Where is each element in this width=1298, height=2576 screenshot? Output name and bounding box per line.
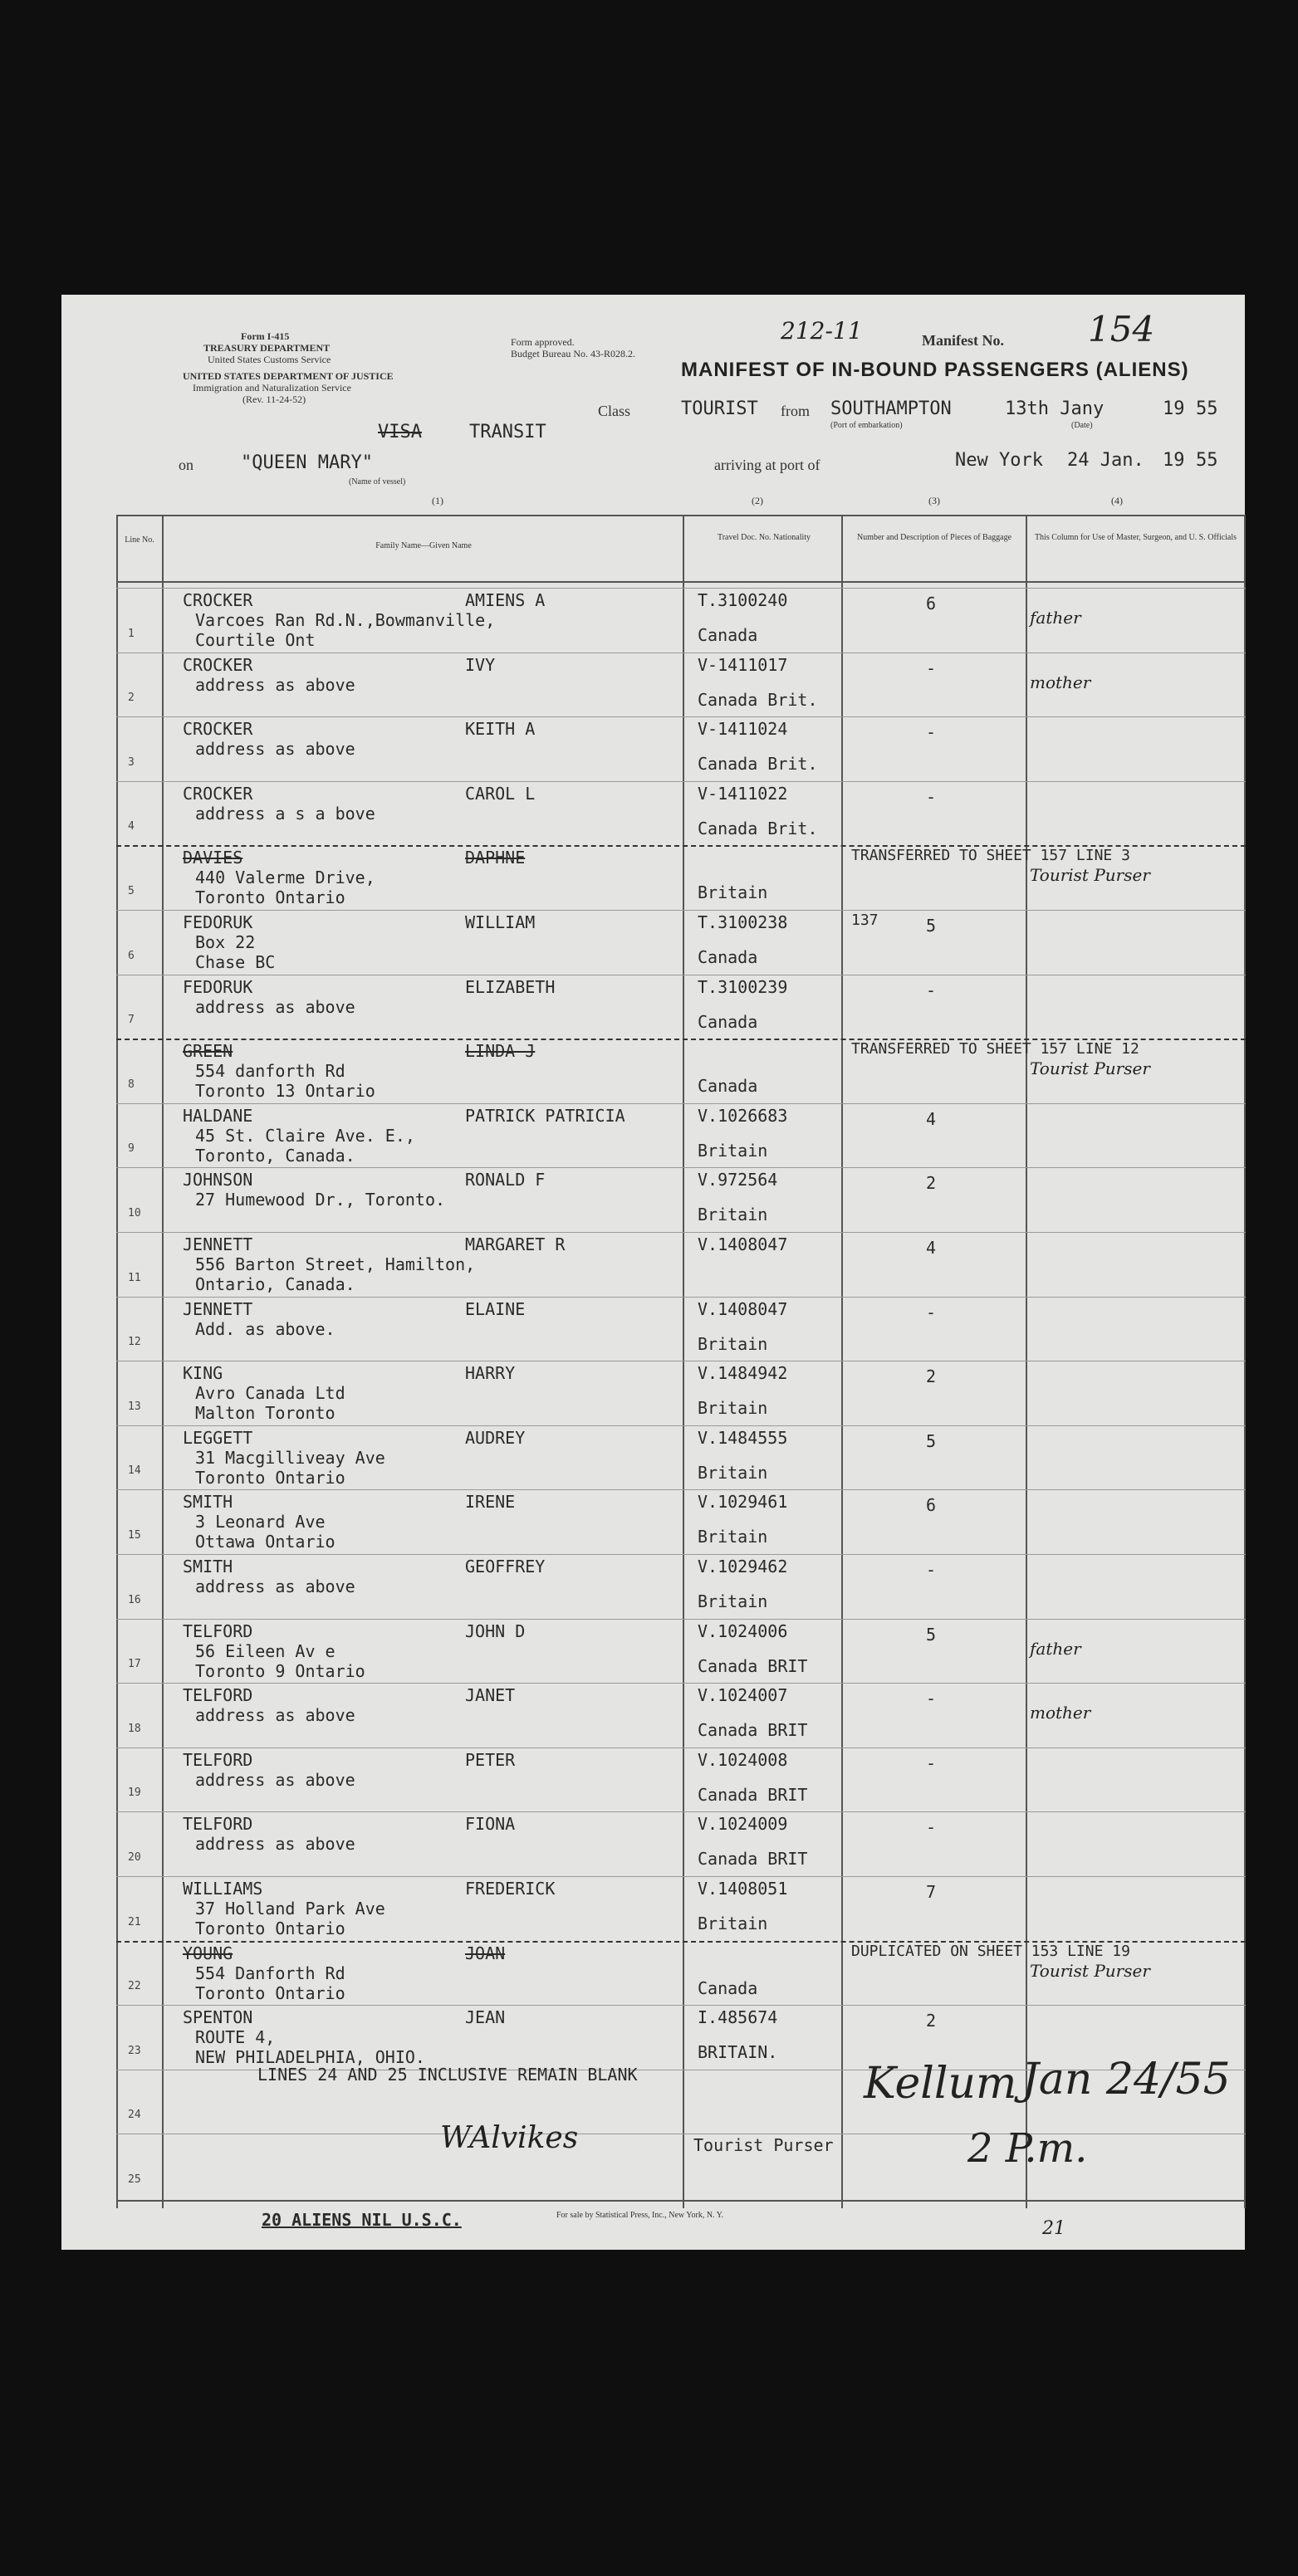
baggage: - bbox=[926, 1302, 937, 1322]
family-name: CROCKER bbox=[183, 590, 253, 610]
address-line-1: address as above bbox=[195, 1576, 355, 1596]
baggage: 6 bbox=[926, 594, 937, 613]
address-line-1: 45 St. Claire Ave. E., bbox=[195, 1125, 415, 1146]
col-header-officials: This Column for Use of Master, Surgeon, and U. S. Officials bbox=[1034, 533, 1237, 542]
embarkation-caption: (Port of embarkation) bbox=[830, 421, 903, 430]
table-row bbox=[116, 653, 1246, 717]
nationality: Britain bbox=[698, 1333, 768, 1354]
row-divider bbox=[116, 1811, 1246, 1812]
address-line-2: Toronto Ontario bbox=[195, 1982, 345, 2003]
baggage: - bbox=[926, 1752, 937, 1773]
family-name: HALDANE bbox=[183, 1105, 253, 1126]
arrival-year-prefix: 19 bbox=[1163, 450, 1185, 471]
family-name: SPENTON bbox=[183, 2007, 253, 2028]
baggage: 2 bbox=[926, 1366, 937, 1387]
address-line-1: 554 Danforth Rd bbox=[195, 1963, 345, 1983]
address-line-2: Courtile Ont bbox=[195, 630, 316, 650]
given-name: AUDREY bbox=[465, 1427, 526, 1448]
line-number: 18 bbox=[128, 1722, 141, 1735]
baggage: 6 bbox=[926, 1495, 937, 1516]
travel-doc: V.1029462 bbox=[698, 1557, 788, 1576]
totals: 20 ALIENS NIL U.S.C. bbox=[262, 2210, 462, 2230]
table-row bbox=[116, 1554, 1246, 1619]
annotation: mother bbox=[1030, 672, 1091, 692]
row-divider bbox=[116, 1425, 1246, 1426]
baggage: - bbox=[926, 722, 937, 743]
passenger-table bbox=[116, 515, 1246, 2208]
address-line-2: Toronto 13 Ontario bbox=[195, 1081, 375, 1102]
printer-credit: For sale by Statistical Press, Inc., New York, N. Y. bbox=[556, 2211, 724, 2220]
given-name: FIONA bbox=[465, 1814, 516, 1835]
given-name: JOHN D bbox=[465, 1620, 526, 1641]
address-line-1: 37 Holland Park Ave bbox=[195, 1899, 385, 1919]
nationality: Britain bbox=[698, 1591, 768, 1611]
line-number: 6 bbox=[128, 949, 135, 962]
line-number: 21 bbox=[128, 1915, 141, 1928]
treasury-dept: TREASURY DEPARTMENT bbox=[203, 342, 331, 354]
baggage: - bbox=[926, 657, 937, 678]
page-mark: 21 bbox=[1042, 2218, 1065, 2239]
travel-doc: V.1026683 bbox=[698, 1105, 788, 1126]
line-number: 4 bbox=[128, 820, 135, 833]
nationality: Canada BRIT bbox=[698, 1655, 808, 1676]
nationality: BRITAIN. bbox=[698, 2042, 778, 2063]
row-divider bbox=[116, 1297, 1246, 1298]
from-label: from bbox=[781, 403, 810, 419]
line-number: 7 bbox=[128, 1014, 135, 1027]
given-name: JOAN bbox=[465, 1943, 506, 1963]
given-name: PETER bbox=[465, 1749, 516, 1770]
address-line-2: Toronto, Canada. bbox=[195, 1145, 355, 1166]
vessel-name: "QUEEN MARY" bbox=[241, 452, 373, 473]
visa-struck: VISA bbox=[378, 422, 422, 442]
col-number-4: (4) bbox=[1111, 495, 1123, 506]
address-line-2: Ontario, Canada. bbox=[195, 1274, 355, 1294]
baggage: 5 bbox=[926, 1430, 937, 1451]
family-name: JENNETT bbox=[183, 1234, 253, 1254]
address-line-1: 554 danforth Rd bbox=[195, 1061, 345, 1082]
nationality: Britain bbox=[698, 882, 768, 903]
line-number: 23 bbox=[128, 2044, 141, 2057]
travel-doc: V.1024006 bbox=[698, 1620, 788, 1641]
travel-doc: V.1029461 bbox=[698, 1492, 788, 1513]
form-approved: Form approved. bbox=[511, 336, 575, 348]
nationality: Canada bbox=[698, 947, 758, 967]
table-bottom bbox=[116, 2200, 1246, 2202]
family-name: WILLIAMS bbox=[183, 1879, 263, 1899]
col-header-doc: Travel Doc. No. Nationality bbox=[717, 533, 811, 542]
purser-signature-title: Tourist Purser bbox=[693, 2135, 834, 2155]
given-name: JANET bbox=[465, 1685, 516, 1706]
line-number: 1 bbox=[128, 627, 135, 640]
transfer-separator bbox=[116, 1941, 1246, 1943]
baggage: 5 bbox=[926, 916, 937, 936]
row-divider bbox=[116, 1747, 1246, 1748]
given-name: PATRICK PATRICIA bbox=[465, 1105, 625, 1126]
address-line-1: Box 22 bbox=[195, 932, 256, 952]
table-row bbox=[116, 1039, 1246, 1103]
form-revision: (Rev. 11-24-52) bbox=[242, 393, 306, 405]
form-number: Form I-415 bbox=[241, 330, 290, 342]
nationality: Canada bbox=[698, 1011, 758, 1032]
travel-doc: V.1408047 bbox=[698, 1298, 788, 1319]
line-number: 20 bbox=[128, 1850, 141, 1864]
table-top bbox=[116, 515, 1246, 516]
class-label: Class bbox=[598, 403, 631, 419]
address-line-2: Toronto Ontario bbox=[195, 887, 345, 908]
address-line-1: address as above bbox=[195, 1834, 355, 1855]
baggage: 5 bbox=[926, 1624, 937, 1645]
travel-doc: V.1024007 bbox=[698, 1685, 788, 1706]
given-name: HARRY bbox=[465, 1363, 516, 1384]
line-number: 9 bbox=[128, 1142, 135, 1156]
address-line-1: 27 Humewood Dr., Toronto. bbox=[195, 1190, 446, 1210]
line-number: 12 bbox=[128, 1336, 141, 1349]
travel-doc: V.1024009 bbox=[698, 1814, 788, 1835]
line-number: 2 bbox=[128, 692, 135, 705]
arrival-year: 55 bbox=[1196, 450, 1218, 471]
line-number: 15 bbox=[128, 1528, 141, 1542]
manifest-title: MANIFEST OF IN-BOUND PASSENGERS (ALIENS) bbox=[681, 359, 1189, 381]
address-line-2: NEW PHILADELPHIA, OHIO. bbox=[195, 2047, 425, 2068]
address-line-1: address as above bbox=[195, 674, 355, 695]
line-number: 13 bbox=[128, 1400, 141, 1413]
baggage: 4 bbox=[926, 1238, 937, 1258]
address-line-2: Malton Toronto bbox=[195, 1403, 336, 1424]
line-number: 14 bbox=[128, 1464, 141, 1478]
justice-dept: UNITED STATES DEPARTMENT OF JUSTICE bbox=[183, 370, 394, 382]
nationality: Canada bbox=[698, 1076, 758, 1097]
given-name: ELIZABETH bbox=[465, 976, 556, 997]
family-name: TELFORD bbox=[183, 1620, 253, 1641]
given-name: IVY bbox=[465, 654, 496, 675]
line-number: 17 bbox=[128, 1658, 141, 1671]
row-divider bbox=[116, 2005, 1246, 2006]
family-name: TELFORD bbox=[183, 1749, 253, 1770]
class-value: TOURIST bbox=[681, 398, 758, 419]
table-row bbox=[116, 1297, 1246, 1361]
nationality: Britain bbox=[698, 1205, 768, 1225]
row-divider bbox=[116, 1683, 1246, 1684]
col-number-3: (3) bbox=[928, 495, 940, 506]
address-line-1: 556 Barton Street, Hamilton, bbox=[195, 1254, 476, 1274]
row-divider bbox=[116, 588, 1246, 589]
row-divider bbox=[116, 910, 1246, 911]
table-row bbox=[116, 588, 1246, 653]
table-row bbox=[116, 1619, 1246, 1684]
baggage: - bbox=[926, 1560, 937, 1580]
table-row bbox=[116, 1811, 1246, 1876]
annotation: father bbox=[1030, 1638, 1081, 1659]
officials-note: 137 bbox=[851, 912, 879, 929]
row-divider bbox=[116, 1489, 1246, 1490]
address-line-1: address as above bbox=[195, 996, 355, 1017]
travel-doc: I.485674 bbox=[698, 2007, 778, 2028]
row-divider bbox=[116, 1167, 1246, 1168]
embarkation-port: SOUTHAMPTON bbox=[830, 398, 952, 419]
nationality: Canada bbox=[698, 1977, 758, 1998]
table-row bbox=[116, 910, 1246, 975]
family-name: KING bbox=[183, 1363, 223, 1384]
travel-doc: V-1411024 bbox=[698, 719, 788, 740]
table-row bbox=[116, 1167, 1246, 1232]
table-row bbox=[116, 1232, 1246, 1297]
table-row bbox=[116, 1747, 1246, 1812]
given-name: AMIENS A bbox=[465, 590, 546, 610]
travel-doc: V.1484555 bbox=[698, 1427, 788, 1448]
address-line-2: Chase BC bbox=[195, 952, 276, 972]
baggage: 4 bbox=[926, 1108, 937, 1129]
header-bottom bbox=[116, 581, 1246, 583]
given-name: IRENE bbox=[465, 1492, 516, 1513]
officials-note: DUPLICATED ON SHEET 153 LINE 19 bbox=[851, 1942, 1130, 1960]
annotation: Tourist Purser bbox=[1030, 1960, 1150, 1981]
given-name: DAPHNE bbox=[465, 848, 526, 868]
family-name: TELFORD bbox=[183, 1685, 253, 1706]
given-name: LINDA J bbox=[465, 1041, 536, 1062]
address-line-2: Toronto 9 Ontario bbox=[195, 1660, 365, 1681]
address-line-1: 56 Eileen Av e bbox=[195, 1640, 336, 1661]
table-row bbox=[116, 781, 1246, 846]
line-number: 24 bbox=[128, 2109, 141, 2122]
line-number: 19 bbox=[128, 1787, 141, 1800]
row-divider bbox=[116, 716, 1246, 717]
table-row bbox=[116, 716, 1246, 781]
travel-doc: V.1408051 bbox=[698, 1879, 788, 1899]
table-row bbox=[116, 1361, 1246, 1425]
arrival-date: 24 Jan. bbox=[1067, 450, 1144, 471]
given-name: WILLIAM bbox=[465, 912, 536, 932]
line-number: 5 bbox=[128, 884, 135, 897]
on-label: on bbox=[179, 457, 193, 473]
officials-note: TRANSFERRED TO SHEET 157 LINE 12 bbox=[851, 1040, 1139, 1058]
family-name: YOUNG bbox=[183, 1943, 233, 1963]
address-line-1: address a s a bove bbox=[195, 803, 375, 824]
line-number: 10 bbox=[128, 1206, 141, 1220]
row-divider bbox=[116, 1232, 1246, 1233]
table-row bbox=[116, 1876, 1246, 1941]
embarkation-year-prefix: 19 bbox=[1163, 398, 1185, 419]
travel-doc: V.972564 bbox=[698, 1170, 778, 1190]
address-line-1: 3 Leonard Ave bbox=[195, 1512, 326, 1532]
line-number: 8 bbox=[128, 1078, 135, 1091]
nationality: Canada Brit. bbox=[698, 754, 818, 775]
given-name: FREDERICK bbox=[465, 1879, 556, 1899]
officials-note: TRANSFERRED TO SHEET 157 LINE 3 bbox=[851, 847, 1130, 865]
address-line-2: Ottawa Ontario bbox=[195, 1532, 336, 1552]
col-header-name: Family Name—Given Name bbox=[375, 541, 472, 550]
manifest-number: 154 bbox=[1088, 309, 1155, 349]
col-number-1: (1) bbox=[432, 495, 443, 506]
given-name: KEITH A bbox=[465, 719, 536, 740]
given-name: RONALD F bbox=[465, 1170, 546, 1190]
baggage: 7 bbox=[926, 1882, 937, 1902]
address-line-1: Varcoes Ran Rd.N.,Bowmanville, bbox=[195, 610, 496, 630]
family-name: FEDORUK bbox=[183, 912, 253, 932]
family-name: CROCKER bbox=[183, 719, 253, 740]
address-line-1: address as above bbox=[195, 739, 355, 760]
row-divider bbox=[116, 1619, 1246, 1620]
table-row bbox=[116, 845, 1246, 910]
customs-service: United States Customs Service bbox=[208, 354, 331, 365]
nationality: Canada BRIT bbox=[698, 1849, 808, 1870]
embarkation-date: 13th Jany bbox=[1005, 398, 1105, 419]
address-line-1: Avro Canada Ltd bbox=[195, 1383, 345, 1404]
given-name: GEOFFREY bbox=[465, 1557, 546, 1576]
nationality: Canada Brit. bbox=[698, 689, 818, 710]
address-line-2: Toronto Ontario bbox=[195, 1467, 345, 1488]
transfer-separator bbox=[116, 845, 1246, 847]
nationality: Canada BRIT bbox=[698, 1784, 808, 1805]
date-caption: (Date) bbox=[1071, 421, 1093, 430]
line-number: 11 bbox=[128, 1271, 141, 1284]
travel-doc: V-1411022 bbox=[698, 783, 788, 804]
address-line-2: Toronto Ontario bbox=[195, 1919, 345, 1938]
ins-service: Immigration and Naturalization Service bbox=[193, 382, 351, 393]
baggage: 2 bbox=[926, 1173, 937, 1194]
travel-doc: V.1408047 bbox=[698, 1234, 788, 1254]
purser-signature: WAlvikes bbox=[440, 2121, 579, 2155]
transit-label: TRANSIT bbox=[469, 422, 546, 442]
travel-doc: V.1024008 bbox=[698, 1749, 788, 1770]
given-name: ELAINE bbox=[465, 1298, 526, 1319]
nationality: Britain bbox=[698, 1140, 768, 1161]
annotation: father bbox=[1030, 608, 1081, 628]
annotation: Tourist Purser bbox=[1030, 1058, 1150, 1079]
blank-lines-note: LINES 24 AND 25 INCLUSIVE REMAIN BLANK bbox=[257, 2065, 638, 2085]
row-divider bbox=[116, 781, 1246, 782]
table-row bbox=[116, 1941, 1246, 2006]
annotation: mother bbox=[1030, 1703, 1091, 1723]
family-name: CROCKER bbox=[183, 654, 253, 675]
family-name: GREEN bbox=[183, 1041, 233, 1062]
nationality: Britain bbox=[698, 1527, 768, 1547]
col-number-2: (2) bbox=[752, 495, 763, 506]
address-line-1: address as above bbox=[195, 1769, 355, 1790]
nationality: Britain bbox=[698, 1462, 768, 1483]
arriving-label: arriving at port of bbox=[714, 457, 820, 473]
family-name: JENNETT bbox=[183, 1298, 253, 1319]
col-header-line: Line No. bbox=[125, 535, 154, 545]
top-note: 212-11 bbox=[781, 317, 863, 345]
nationality: Britain bbox=[698, 1398, 768, 1419]
baggage: - bbox=[926, 1689, 937, 1709]
address-line-1: 31 Macgilliveay Ave bbox=[195, 1447, 385, 1468]
address-line-1: ROUTE 4, bbox=[195, 2027, 276, 2048]
given-name: MARGARET R bbox=[465, 1234, 566, 1254]
row-divider bbox=[116, 1876, 1246, 1877]
nationality: Canada BRIT bbox=[698, 1720, 808, 1741]
travel-doc: T.3100240 bbox=[698, 590, 788, 610]
given-name: JEAN bbox=[465, 2007, 506, 2028]
line-number: 25 bbox=[128, 2173, 141, 2186]
baggage: - bbox=[926, 1817, 937, 1838]
family-name: SMITH bbox=[183, 1557, 233, 1576]
family-name: LEGGETT bbox=[183, 1427, 253, 1448]
given-name: CAROL L bbox=[465, 783, 536, 804]
address-line-1: address as above bbox=[195, 1705, 355, 1726]
manifest-no-label: Manifest No. bbox=[922, 332, 1004, 349]
family-name: JOHNSON bbox=[183, 1170, 253, 1190]
family-name: CROCKER bbox=[183, 783, 253, 804]
line-number: 3 bbox=[128, 755, 135, 769]
arrival-port: New York bbox=[955, 450, 1043, 471]
family-name: DAVIES bbox=[183, 848, 243, 868]
nationality: Britain bbox=[698, 1914, 768, 1933]
row-divider bbox=[116, 1554, 1246, 1555]
nationality: Canada bbox=[698, 625, 758, 645]
inspection-time: 2 P.m. bbox=[967, 2125, 1088, 2172]
baggage: 2 bbox=[926, 2011, 937, 2031]
nationality: Canada Brit. bbox=[698, 818, 818, 838]
baggage: - bbox=[926, 980, 937, 1000]
inspection-date: Jan 24/55 bbox=[1021, 2055, 1231, 2104]
family-name: TELFORD bbox=[183, 1814, 253, 1835]
row-divider bbox=[116, 1103, 1246, 1104]
inspector-signature: Kellum bbox=[864, 2059, 1017, 2109]
table-row bbox=[116, 1103, 1246, 1168]
family-name: FEDORUK bbox=[183, 976, 253, 997]
table-row bbox=[116, 1425, 1246, 1490]
line-number: 16 bbox=[128, 1593, 141, 1606]
family-name: SMITH bbox=[183, 1492, 233, 1513]
table-row bbox=[116, 1683, 1246, 1747]
col-header-baggage: Number and Description of Pieces of Baggage bbox=[856, 533, 1012, 542]
address-line-1: Add. as above. bbox=[195, 1318, 336, 1339]
table-row bbox=[116, 975, 1246, 1039]
table-row bbox=[116, 1489, 1246, 1554]
travel-doc: V.1484942 bbox=[698, 1363, 788, 1384]
travel-doc: T.3100239 bbox=[698, 976, 788, 997]
vessel-caption: (Name of vessel) bbox=[349, 477, 406, 486]
embarkation-year: 55 bbox=[1196, 398, 1218, 419]
travel-doc: T.3100238 bbox=[698, 912, 788, 932]
annotation: Tourist Purser bbox=[1030, 865, 1150, 886]
baggage: - bbox=[926, 786, 937, 807]
address-line-1: 440 Valerme Drive, bbox=[195, 868, 375, 888]
travel-doc: V-1411017 bbox=[698, 654, 788, 675]
budget-bureau: Budget Bureau No. 43-R028.2. bbox=[511, 348, 635, 359]
line-number: 22 bbox=[128, 1980, 141, 1993]
transfer-separator bbox=[116, 1039, 1246, 1040]
